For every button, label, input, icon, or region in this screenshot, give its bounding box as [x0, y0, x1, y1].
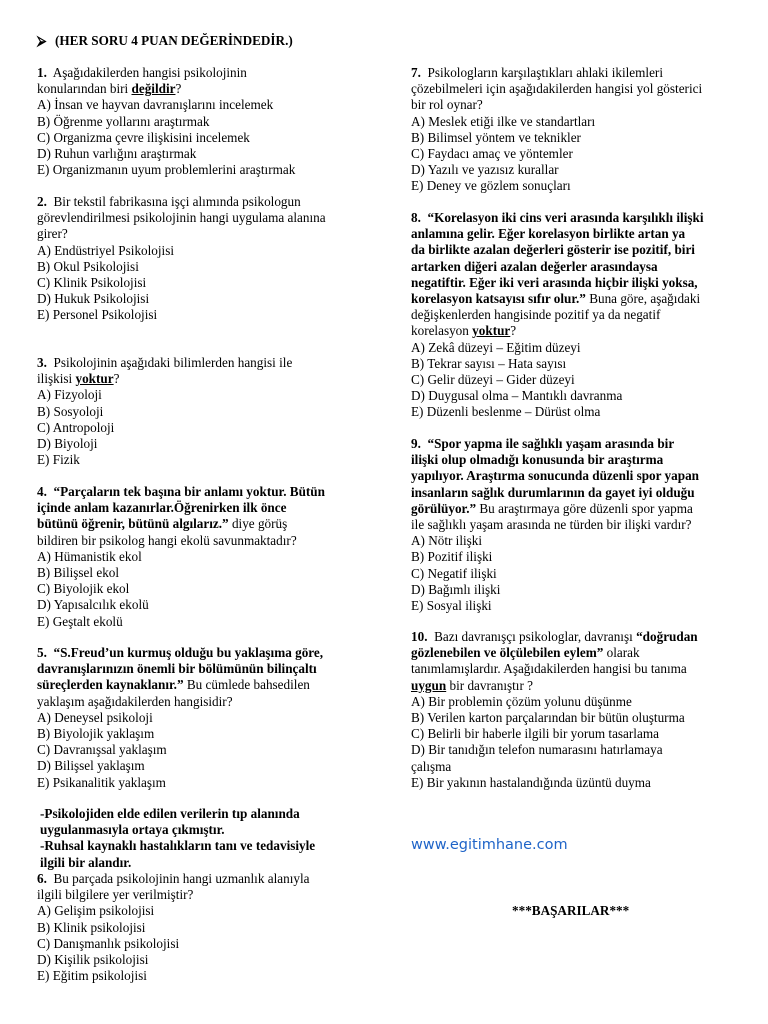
question-number: 4.	[37, 484, 47, 499]
option-d: D) Yazılı ve yazısız kurallar	[411, 162, 559, 178]
question-9	[411, 436, 699, 614]
option-d-continuation: çalışma	[411, 758, 452, 774]
question-number: 5.	[37, 645, 47, 660]
option-e: E) Eğitim psikolojisi	[37, 968, 147, 984]
option-d: D) Kişilik psikolojisi	[37, 952, 149, 968]
question-stem: Psikologların karşılaştıkları ahlaki ikilemleri	[427, 65, 663, 80]
question-number: 3.	[37, 355, 47, 370]
question-stem: konularından biri	[37, 81, 132, 97]
option-b: B) Pozitif ilişki	[411, 549, 493, 565]
question-10	[411, 629, 698, 791]
option-e: E) Psikanalitik yaklaşım	[37, 774, 166, 790]
quoted-statement: davranışlarınızın önemli bir bölümünün bilinçaltı	[37, 661, 317, 677]
option-c: C) Faydacı amaç ve yöntemler	[411, 146, 573, 162]
question-number: 1.	[37, 65, 47, 80]
quoted-statement: yapılıyor. Araştırma sonucunda düzenli spor yapan	[411, 468, 699, 484]
question-stem: ilgili bilgilere yer verilmiştir?	[37, 887, 194, 903]
question-1	[37, 65, 295, 178]
option-c: C) Gelir düzeyi – Gider düzeyi	[411, 372, 575, 388]
option-b: B) Tekrar sayısı – Hata sayısı	[411, 355, 567, 371]
question-stem: ilişkisi	[37, 371, 76, 387]
option-b: B) Sosyoloji	[37, 403, 104, 419]
question-mark: ?	[510, 323, 517, 339]
header-title: (HER SORU 4 PUAN DEĞERİNDEDİR.)	[55, 33, 293, 48]
question-5	[37, 645, 323, 791]
question-mark: ?	[175, 81, 182, 97]
option-a: A) Zekâ düzeyi – Eğitim düzeyi	[411, 339, 581, 355]
footer-wish: ***BAŞARILAR***	[512, 903, 630, 918]
question-stem: diye görüş	[228, 516, 288, 532]
option-b: B) Klinik psikolojisi	[37, 919, 146, 935]
question-mark: ?	[113, 371, 120, 387]
question-number: 8.	[411, 210, 421, 225]
quoted-statement: korelasyon katsayısı sıfır olur.”	[411, 291, 586, 307]
question-stem: Aşağıdakilerden hangisi psikolojinin	[52, 65, 247, 80]
arrow-icon: ⮚	[37, 33, 47, 48]
quoted-statement: bütünü öğrenir, bütünü algılarız.”	[37, 516, 229, 532]
question-stem: yaklaşım aşağıdakilerden hangisidir?	[37, 693, 233, 709]
quoted-statement: görülüyor.”	[411, 500, 477, 516]
quoted-statement: içinde anlam kazanırlar.Öğrenirken ilk önce	[37, 500, 287, 516]
option-a: A) Endüstriyel Psikolojisi	[37, 242, 175, 258]
option-c: C) Antropoloji	[37, 419, 115, 435]
question-6-passage	[40, 806, 315, 871]
question-stem: Buna göre, aşağıdaki	[585, 291, 701, 307]
option-c: C) Klinik Psikolojisi	[37, 275, 147, 291]
passage-line: ilgili bir alandır.	[40, 854, 132, 870]
emphasized-word: değildir	[131, 81, 176, 97]
question-stem: Psikolojinin aşağıdaki bilimlerden hangisi ile	[53, 355, 293, 370]
question-stem: korelasyon	[411, 323, 473, 339]
question-8	[411, 210, 704, 421]
quoted-statement: da birlikte azalan değerleri gösterir ise pozitif, biri	[411, 242, 695, 258]
question-stem: bildiren bir psikolog hangi ekolü savunmaktadır?	[37, 532, 297, 548]
quoted-statement: gözlenebilen ve ölçülebilen eylem”	[411, 645, 604, 661]
option-d: D) Bilişsel yaklaşım	[37, 758, 145, 774]
emphasized-word: uygun	[411, 677, 447, 693]
option-b: B) Biyolojik yaklaşım	[37, 726, 155, 742]
option-b: B) Öğrenme yollarını araştırmak	[37, 113, 210, 129]
option-c: C) Danışmanlık psikolojisi	[37, 935, 180, 951]
option-b: B) Bilimsel yöntem ve teknikler	[411, 129, 581, 145]
emphasized-word: yoktur	[75, 371, 114, 387]
question-number: 2.	[37, 194, 47, 209]
passage-line: -Ruhsal kaynaklı hastalıkların tanı ve tedavisiyle	[40, 838, 316, 854]
option-a: A) Bir problemin çözüm yolunu düşünme	[411, 693, 632, 709]
passage-line: uygulanmasıyla ortaya çıkmıştır.	[40, 822, 225, 838]
option-a: A) İnsan ve hayvan davranışlarını incelemek	[37, 97, 274, 113]
option-a: A) Hümanistik ekol	[37, 548, 142, 564]
question-stem: Bir tekstil fabrikasına işçi alımında psikologun	[53, 194, 301, 209]
passage-line: -Psikolojiden elde edilen verilerin tıp alanında	[40, 806, 300, 821]
question-number: 9.	[411, 436, 421, 451]
quoted-statement: artarken diğeri azalan değerler arasındaysa	[411, 258, 658, 274]
question-stem: olarak	[603, 645, 640, 661]
quoted-statement: “Korelasyon iki cins veri arasında karşılıklı ilişki	[427, 210, 704, 225]
quoted-statement: “Spor yapma ile sağlıklı yaşam arasında bir	[427, 436, 675, 451]
option-c: C) Negatif ilişki	[411, 565, 497, 581]
option-b: B) Bilişsel ekol	[37, 565, 120, 581]
question-stem: bir davranıştır ?	[446, 677, 533, 693]
option-e: E) Sosyal ilişki	[411, 598, 492, 614]
option-a: A) Gelişim psikolojisi	[37, 903, 155, 919]
quoted-statement: “Parçaların tek başına bir anlamı yoktur. Bütün	[53, 484, 325, 499]
option-e: E) Fizik	[37, 452, 80, 468]
option-a: A) Deneysel psikoloji	[37, 709, 153, 725]
exam-header	[37, 33, 293, 49]
question-stem: Bu araştırmaya göre düzenli spor yapma	[476, 500, 693, 516]
question-stem: ile sağlıklı yaşam arasında ne türden bir ilişki vardır?	[411, 517, 692, 533]
quoted-statement: “doğrudan	[636, 629, 698, 644]
option-b: B) Okul Psikolojisi	[37, 258, 139, 274]
emphasized-word: yoktur	[472, 323, 511, 339]
option-c: C) Biyolojik ekol	[37, 581, 130, 597]
option-d: D) Hukuk Psikolojisi	[37, 291, 150, 307]
option-a: A) Fizyoloji	[37, 387, 102, 403]
question-6	[37, 871, 309, 984]
quoted-statement: insanların sağlık durumlarının da gayet iyi olduğu	[411, 484, 695, 500]
question-stem: bir rol oynar?	[411, 97, 483, 113]
option-e: E) Düzenli beslenme – Dürüst olma	[411, 404, 601, 420]
question-stem: Bazı davranışçı psikologlar, davranışı	[434, 629, 637, 644]
option-c: C) Belirli bir haberle ilgili bir yorum tasarlama	[411, 726, 659, 742]
quoted-statement: anlamına gelir. Eğer korelasyon birlikte artan ya	[411, 226, 686, 242]
question-4	[37, 484, 325, 630]
quoted-statement: süreçlerden kaynaklanır.”	[37, 677, 184, 693]
question-stem: Bu parçada psikolojinin hangi uzmanlık alanıyla	[53, 871, 310, 886]
option-d: D) Biyoloji	[37, 436, 98, 452]
quoted-statement: negatiftir. Eğer iki veri arasında hiçbir ilişki yoksa,	[411, 274, 698, 290]
option-d: D) Yapısalcılık ekolü	[37, 597, 149, 613]
question-number: 7.	[411, 65, 421, 80]
option-e: E) Personel Psikolojisi	[37, 307, 158, 323]
option-e: E) Deney ve gözlem sonuçları	[411, 178, 571, 194]
option-a: A) Nötr ilişki	[411, 533, 483, 549]
question-stem: değişkenlerden hangisinde pozitif ya da negatif	[411, 307, 661, 323]
option-d: D) Bir tanıdığın telefon numarasını hatırlamaya	[411, 742, 663, 758]
quoted-statement: “S.Freud’un kurmuş olduğu bu yaklaşıma göre,	[53, 645, 324, 660]
option-c: C) Organizma çevre ilişkisini incelemek	[37, 129, 250, 145]
question-stem: girer?	[37, 226, 68, 242]
option-d: D) Duygusal olma – Mantıklı davranma	[411, 388, 623, 404]
question-stem: tanımlamışlardır. Aşağıdakilerden hangisi bu tanıma	[411, 661, 687, 677]
option-b: B) Verilen karton parçalarından bir bütün oluşturma	[411, 710, 685, 726]
question-stem: görevlendirilmesi psikolojinin hangi uygulama alanına	[37, 210, 326, 226]
question-number: 10.	[411, 629, 428, 644]
question-number: 6.	[37, 871, 47, 886]
option-d: D) Ruhun varlığını araştırmak	[37, 146, 197, 162]
quoted-statement: ilişki olup olmadığı konusunda bir araştırma	[411, 452, 664, 468]
option-c: C) Davranışsal yaklaşım	[37, 742, 167, 758]
option-e: E) Geştalt ekolü	[37, 613, 123, 629]
question-3	[37, 355, 292, 468]
option-e: E) Organizmanın uyum problemlerini araştırmak	[37, 162, 296, 178]
option-d: D) Bağımlı ilişki	[411, 581, 501, 597]
question-7	[411, 65, 702, 195]
option-a: A) Meslek etiği ilke ve standartları	[411, 113, 596, 129]
option-e: E) Bir yakının hastalandığında üzüntü duyma	[411, 774, 651, 790]
question-stem: çözebilmeleri için aşağıdakilerden hangisi yol gösterici	[411, 81, 703, 97]
question-stem: Bu cümlede bahsedilen	[183, 677, 310, 693]
website-link[interactable]: www.egitimhane.com	[411, 837, 568, 853]
question-2	[37, 194, 326, 324]
